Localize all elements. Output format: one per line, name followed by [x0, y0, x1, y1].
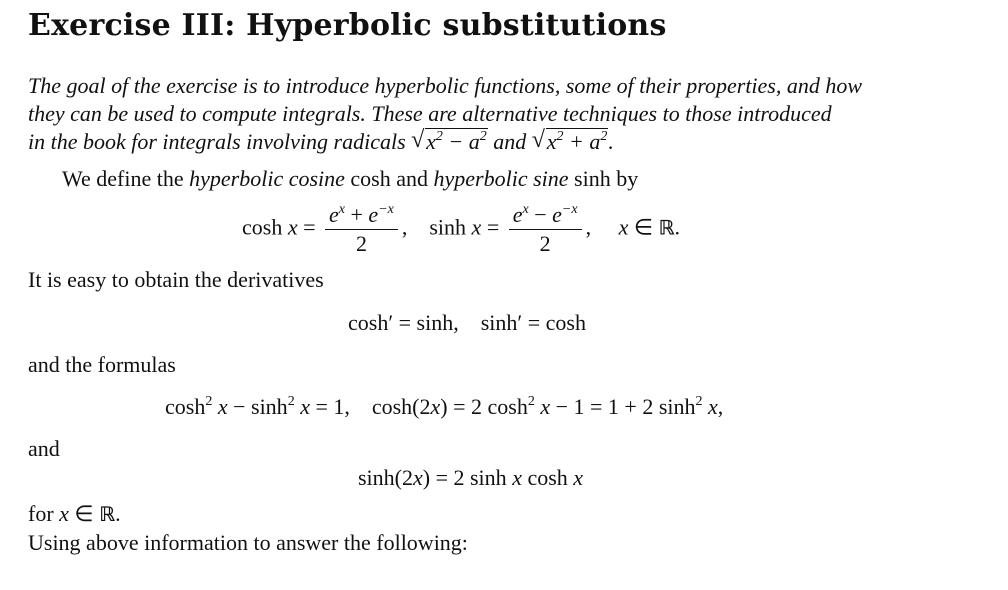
formulas-sentence: and the formulas [28, 352, 176, 377]
intro-line-3 [28, 128, 948, 156]
define-suffix: sinh by [574, 166, 639, 191]
closing-sentence: Using above information to answer the following: [28, 530, 468, 555]
derivatives-formula: cosh′ = sinh, sinh′ = cosh [348, 310, 586, 335]
define-sinh-name: hyperbolic sine [433, 166, 569, 191]
and-sentence: and [28, 436, 60, 461]
intro-and: and [493, 129, 527, 154]
intro-period: . [608, 129, 614, 154]
definition-sentence [62, 166, 638, 192]
domain-sentence: for x ∈ ℝ. [28, 501, 121, 526]
for-word: for [28, 501, 54, 526]
derivatives-sentence: It is easy to obtain the derivatives [28, 267, 324, 292]
radical-x2-minus-a2: √ $x^2 - a^2$ [411, 127, 487, 154]
exercise-title: Exercise III: Hyperbolic substitutions [28, 8, 667, 43]
double-angle-formula: sinh(2x) = 2 sinh x cosh x [358, 465, 584, 490]
define-prefix: We define the [62, 166, 184, 191]
radical-x2-plus-a2: √ $x^2 + a^2$ [531, 127, 608, 154]
intro-paragraph [28, 72, 948, 156]
identities-formula: $\cosh^2 x - \sinh^2 x = 1$, cosh(2x) = 2 $\cosh^2 x - 1 = 1 + 2$ $\sinh^2 x$, [165, 394, 724, 419]
intro-line-1: The goal of the exercise is to introduce hyperbolic functions, some of their properties, and how [28, 73, 863, 98]
define-mid: cosh and [350, 166, 429, 191]
intro-line-3-text: in the book for integrals involving radicals [28, 129, 406, 154]
intro-line-2: they can be used to compute integrals. These are alternative techniques to those introduced [28, 101, 832, 126]
definition-formula: cosh x = $\frac{e^x + e^{-x}}{2}$ , sinh x = $\frac{e^x - e^{-x}}{2}$ , x ∈ ℝ. [242, 202, 681, 256]
define-cosh-name: hyperbolic cosine [189, 166, 345, 191]
